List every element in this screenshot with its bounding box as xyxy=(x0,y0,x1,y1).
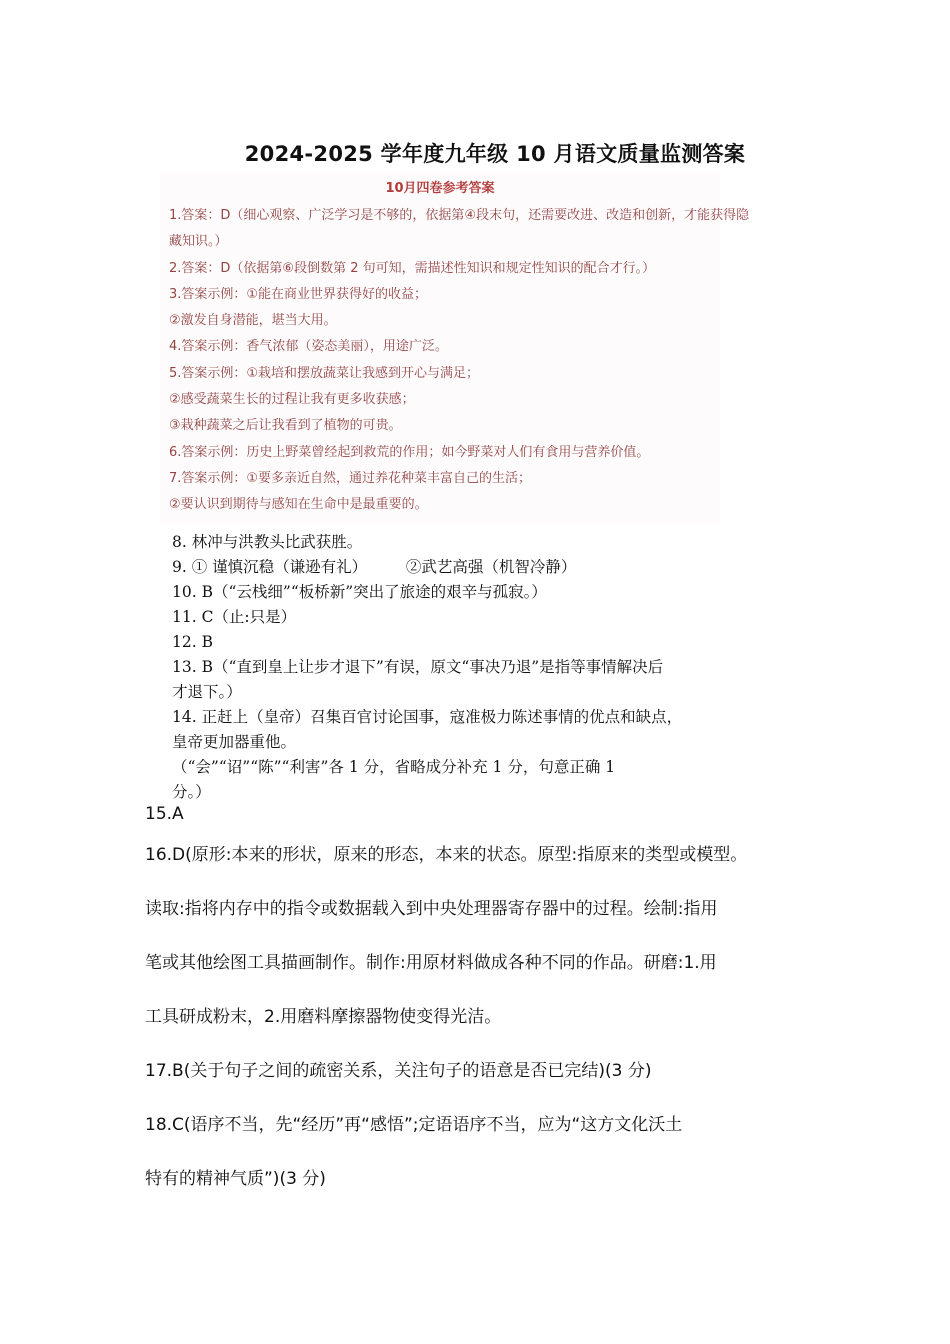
answer-line: ②感受蔬菜生长的过程让我有更多收获感； xyxy=(169,392,415,408)
answers-8-14 xyxy=(172,530,812,805)
answers-15-18 xyxy=(145,800,835,1219)
scanned-answer-key xyxy=(160,172,750,524)
answer-line: 8. 林冲与洪教头比武获胜。 xyxy=(172,533,363,551)
answer-line: 3.答案示例：①能在商业世界获得好的收益； xyxy=(169,286,428,302)
answer-line: ②激发自身潜能，堪当大用。 xyxy=(169,313,337,329)
answer-line: 18.C(语序不当，先“经历”再“感悟”;定语语序不当，应为“这方文化沃土 xyxy=(145,1115,683,1135)
page-title: 2024-2025 学年度九年级 10 月语文质量监测答案 xyxy=(244,142,746,166)
answer-line: 12. B xyxy=(172,633,213,651)
answer-line: 9. ① 谨慎沉稳（谦逊有礼） ②武艺高强（机智冷静） xyxy=(172,558,577,576)
answer-line: 分。） xyxy=(172,783,211,801)
answer-line: 7.答案示例：①要多亲近自然，通过养花种菜丰富自己的生活； xyxy=(169,470,532,486)
answer-line: 1.答案：D（细心观察、广泛学习是不够的，依据第④段末句，还需要改进、改造和创新，才能获得隐 xyxy=(169,208,750,223)
answer-line: 15.A xyxy=(145,804,184,824)
answer-line: 13. B（“直到皇上让步才退下”有误，原文“事决乃退”是指等事情解决后 xyxy=(172,658,664,676)
answer-line: 10. B（“云栈细”“板桥新”突出了旅途的艰辛与孤寂。） xyxy=(172,583,547,601)
answer-line: 才退下。） xyxy=(172,683,242,701)
scanned-answer-key-title: 10月四卷参考答案 xyxy=(385,181,495,196)
answer-line: 17.B(关于句子之间的疏密关系，关注句子的语意是否已完结)(3 分) xyxy=(145,1061,652,1081)
answer-line: 2.答案：D（依据第⑥段倒数第 2 句可知，需描述性知识和规定性知识的配合才行。） xyxy=(169,260,656,276)
answer-line: （“会”“诏”“陈”“利害”各 1 分，省略成分补充 1 分，句意正确 1 xyxy=(172,758,616,776)
answer-line: 工具研成粉末，2.用磨料摩擦器物使变得光洁。 xyxy=(145,1007,502,1027)
answer-line: 笔或其他绘图工具描画制作。制作:用原材料做成各种不同的作品。研磨:1.用 xyxy=(145,953,717,973)
answer-line: ②要认识到期待与感知在生命中是最重要的。 xyxy=(169,497,428,513)
answer-line: 11. C（止:只是） xyxy=(172,608,297,626)
scanned-answer-list xyxy=(169,203,814,519)
answer-line: 特有的精神气质”)(3 分) xyxy=(145,1169,326,1189)
answer-line: 4.答案示例：香气浓郁（姿态美丽），用途广泛。 xyxy=(169,339,448,355)
answer-line: ③栽种蔬菜之后让我看到了植物的可贵。 xyxy=(169,418,402,434)
answer-line: 读取:指将内存中的指令或数据载入到中央处理器寄存器中的过程。绘制:指用 xyxy=(145,899,718,919)
answer-line: 16.D(原形:本来的形状，原来的形态，本来的状态。原型:指原来的类型或模型。 xyxy=(145,845,748,865)
answer-line: 皇帝更加器重他。 xyxy=(172,733,297,751)
answer-line: 6.答案示例：历史上野菜曾经起到救荒的作用；如今野菜对人们有食用与营养价值。 xyxy=(169,444,650,460)
answer-line: 5.答案示例：①栽培和摆放蔬菜让我感到开心与满足； xyxy=(169,365,480,381)
answer-line: 14. 正赶上（皇帝）召集百官讨论国事，寇准极力陈述事情的优点和缺点， xyxy=(172,708,683,726)
answer-line: 藏知识。） xyxy=(169,234,228,250)
